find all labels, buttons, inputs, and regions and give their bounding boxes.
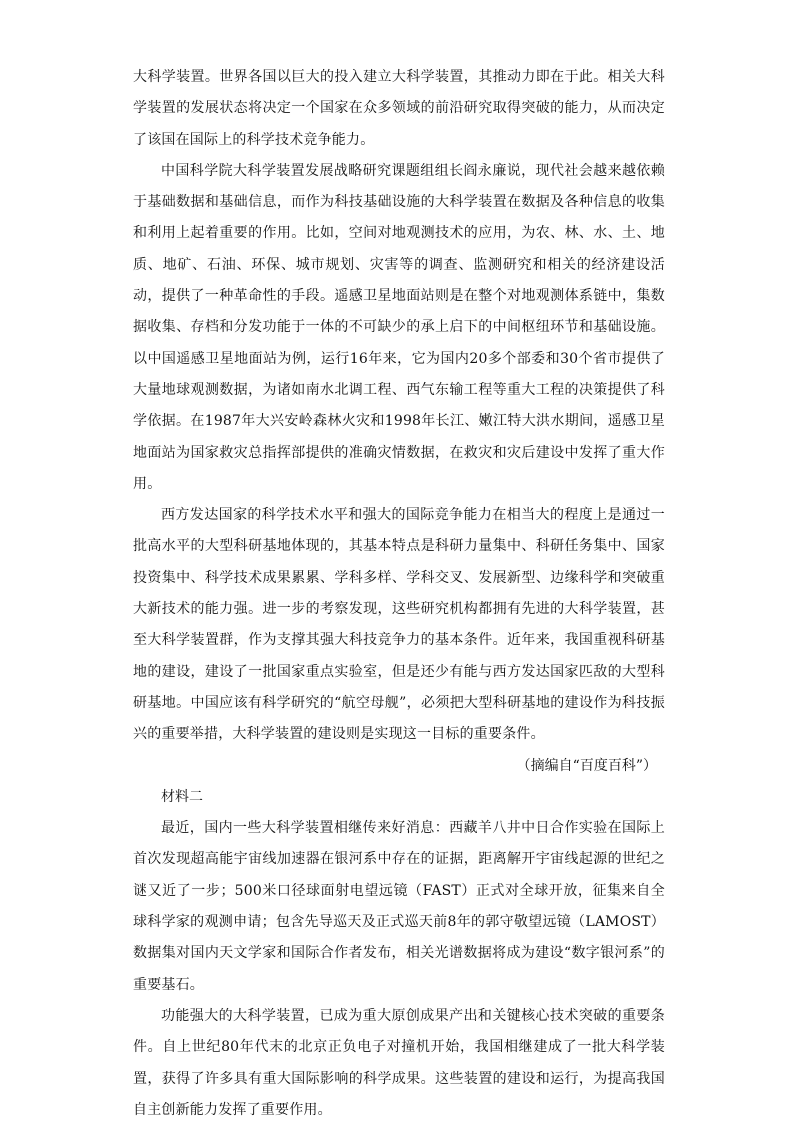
document-page <box>133 62 665 1126</box>
paragraph-3: 西方发达国家的科学技术水平和强大的国际竞争能力在相当大的程度上是通过一批高水平的大型科研基地体现的，其基本特点是科研力量集中、科研任务集中、国家投资集中、科学技术成果累累、学科多样、学科交叉、发展新型、边缘科学和突破重大新技术的能力强。进一步的考察发现，这些研究机构都拥有先进的大科学装置，甚至大科学装置群，作为支撑其强大科技竞争力的基本条件。近年来，我国重视科研基地的建设，建设了一批国家重点实验室，但是还少有能与西方发达国家匹敌的大型科研基地。中国应该有科学研究的“航空母舰”，必须把大型科研基地的建设作为科技振兴的重要举措，大科学装置的建设则是实现这一目标的重要条件。 <box>133 507 665 743</box>
material-two-paragraph-2: 功能强大的大科学装置，已成为重大原创成果产出和关键核心技术突破的重要条件。自上世纪80年代末的北京正负电子对撞机开始，我国相继建成了一批大科学装置，获得了许多具有重大国际影响的科学成果。这些装置的建设和运行，为提高我国自主创新能力发挥了重要作用。 <box>133 1007 665 1118</box>
material-two-paragraph-1: 最近，国内一些大科学装置相继传来好消息：西藏羊八井中日合作实验在国际上首次发现超高能宇宙线加速器在银河系中存在的证据，距离解开宇宙线起源的世纪之谜又近了一步；500米口径球面射电望远镜（FAST）正式对全球开放，征集来自全球科学家的观测申请；包含先导巡天及正式巡天前8年的郭守敬望远镜（LAMOST）数据集对国内天文学家和国际合作者发布，相关光谱数据将成为建设“数字银河系”的重要基石。 <box>133 820 665 993</box>
source-note: （摘编自“百度百科”） <box>516 757 657 774</box>
material-two-heading: 材料二 <box>161 788 203 805</box>
paragraph-2: 中国科学院大科学装置发展战略研究课题组组长阎永廉说，现代社会越来越依赖于基础数据和基础信息，而作为科技基础设施的大科学装置在数据及各种信息的收集和利用上起着重要的作用。比如，空间对地观测技术的应用，为农、林、水、土、地质、地矿、石油、环保、城市规划、灾害等的调查、监测研究和相关的经济建设活动，提供了一种革命性的手段。遥感卫星地面站则是在整个对地观测体系链中，集数据收集、存档和分发功能于一体的不可缺少的承上启下的中间枢纽环节和基础设施。以中国遥感卫星地面站为例，运行16年来，它为国内20多个部委和30个省市提供了大量地球观测数据，为诸如南水北调工程、西气东输工程等重大工程的决策提供了科学依据。在1987年大兴安岭森林火灾和1998年长江、嫩江特大洪水期间，遥感卫星地面站为国家救灾总指挥部提供的准确灾情数据，在救灾和灾后建设中发挥了重大作用。 <box>133 162 665 492</box>
paragraph-1: 大科学装置。世界各国以巨大的投入建立大科学装置，其推动力即在于此。相关大科学装置的发展状态将决定一个国家在众多领域的前沿研究取得突破的能力，从而决定了该国在国际上的科学技术竞争能力。 <box>133 69 665 148</box>
